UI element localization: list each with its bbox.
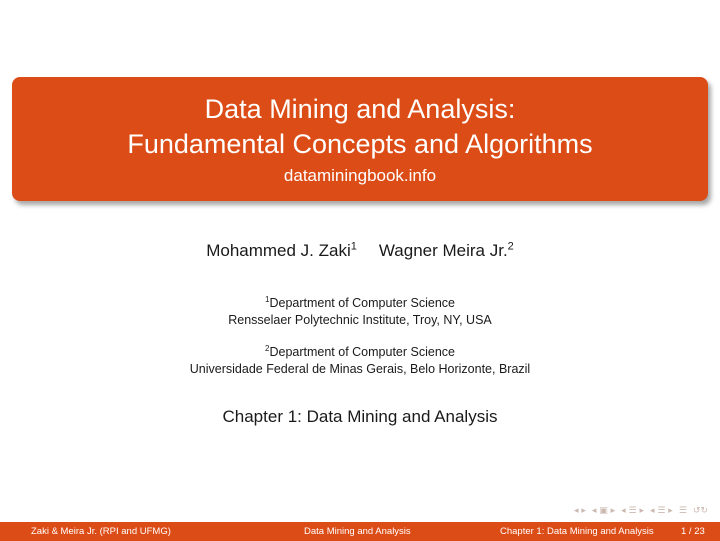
title-block xyxy=(12,77,708,201)
nav-first-icon[interactable]: ◂ ▸ xyxy=(574,506,586,516)
author-zaki: Mohammed J. Zaki xyxy=(206,241,351,260)
author-zaki-mark: 1 xyxy=(350,240,357,253)
nav-align-icon[interactable]: ☰ xyxy=(678,506,687,516)
beamer-navigation xyxy=(574,504,708,518)
footer-page-number: 1 / 23 xyxy=(681,526,705,537)
title-line-2: Fundamental Concepts and Algorithms xyxy=(127,129,593,159)
nav-subsection-icon[interactable]: ◂ ☰ ▸ xyxy=(621,506,644,516)
author-meira: Wagner Meira Jr. xyxy=(378,241,508,260)
footer-authors: Zaki & Meira Jr. (RPI and UFMG) xyxy=(31,526,171,537)
footer-bar xyxy=(0,522,720,541)
affiliation-2-mark: 2 xyxy=(265,343,270,353)
affiliation-1 xyxy=(0,295,720,329)
website-link[interactable]: dataminingbook.info xyxy=(283,166,437,185)
authors xyxy=(0,240,720,262)
affiliation-2-institution: Universidade Federal de Minas Gerais, Belo Horizonte, Brazil xyxy=(189,362,531,376)
affiliation-1-dept: Department of Computer Science xyxy=(269,296,455,310)
affiliation-2 xyxy=(0,344,720,378)
author-meira-mark: 2 xyxy=(507,240,514,253)
nav-search-icon[interactable]: ↺↻ xyxy=(692,506,708,516)
affiliation-1-institution: Rensselaer Polytechnic Institute, Troy, NY, USA xyxy=(228,313,492,327)
affiliation-2-dept: Department of Computer Science xyxy=(269,345,455,359)
chapter-title: Chapter 1: Data Mining and Analysis xyxy=(222,407,498,426)
nav-frame-icon[interactable]: ◂ ▣ ▸ xyxy=(591,506,616,516)
nav-section-icon[interactable]: ◂ ☰ ▸ xyxy=(650,506,673,516)
title-line-1: Data Mining and Analysis: xyxy=(204,94,516,124)
footer-title: Data Mining and Analysis xyxy=(304,526,411,537)
affiliation-1-mark: 1 xyxy=(265,294,270,304)
footer-chapter: Chapter 1: Data Mining and Analysis xyxy=(500,526,654,537)
